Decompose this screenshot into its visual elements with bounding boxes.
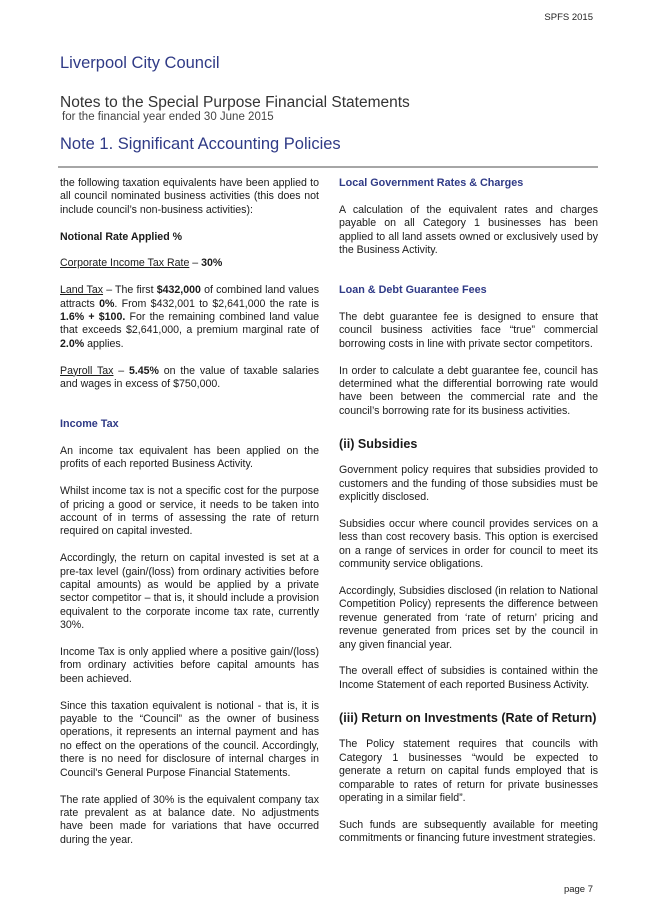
corporate-tax-label: Corporate Income Tax Rate [60, 257, 190, 270]
income-tax-paragraph-6: The rate applied of 30% is the equivalent company tax rate prevalent as at balance date. No adjustments have been made for variations that have occurred during the year. [60, 793, 319, 846]
subsidies-paragraph-1: Government policy requires that subsidies provided to customers and the funding of those subsidies must be explicitly disclosed. [339, 464, 598, 504]
corporate-tax-separator: – [189, 257, 202, 270]
land-tax-text-c: of combined land values attracts [60, 284, 319, 310]
page-title: Notes to the Special Purpose Financial Statements [60, 94, 410, 111]
return-on-investments-paragraph-2: Such funds are subsequently available for meeting commitments or financing future investment strategies. [339, 818, 598, 845]
subsidies-heading: (ii) Subsidies [339, 436, 418, 451]
land-tax-mid-rate: 1.6% + $100. [60, 311, 126, 324]
page-number: page 7 [563, 884, 593, 895]
council-name: Liverpool City Council [60, 54, 220, 72]
rates-charges-heading: Local Government Rates & Charges [339, 177, 524, 189]
payroll-tax-text: on the value of taxable salaries and wages in excess of $750,000. [60, 364, 320, 391]
document-reference: SPFS 2015 [544, 12, 593, 23]
income-tax-heading: Income Tax [60, 418, 119, 431]
note-heading: Note 1. Significant Accounting Policies [60, 135, 341, 153]
corporate-tax-rate: 30% [201, 257, 223, 270]
intro-paragraph: the following taxation equivalents have been applied to all council nominated business activities (this does not include council’s non-business activities): [60, 177, 319, 216]
spacer [339, 271, 598, 284]
loan-guarantee-paragraph-1: The debt guarantee fee is designed to ensure that council business activities face “true” commercial borrowing costs in line with private sector competitors. [339, 311, 598, 350]
header-divider [58, 166, 598, 168]
return-on-investments-paragraph-1: The Policy statement requires that councils with Category 1 businesses “would be expected to generate a return on capital funds employed that is comparable to rates of return for private businesses operating in a similar field”. [339, 738, 598, 805]
return-on-investments-heading: (iii) Return on Investments (Rate of Return) [339, 710, 597, 725]
income-tax-paragraph-4: Income Tax is only applied where a positive gain/(loss) from ordinary activities before capital amounts has been achieved. [60, 646, 319, 685]
land-tax-paragraph [60, 284, 319, 351]
land-tax-text-i: applies. [84, 337, 124, 350]
land-tax-label: Land Tax [60, 284, 104, 297]
loan-guarantee-heading: Loan & Debt Guarantee Fees [339, 284, 487, 297]
income-tax-paragraph-1: An income tax equivalent has been applied on the profits of each reported Business Activity. [60, 445, 319, 471]
spacer [60, 405, 319, 418]
land-tax-premium-rate: 2.0% [60, 337, 85, 350]
land-tax-text-a: – The first [103, 284, 157, 297]
rates-charges-paragraph: A calculation of the equivalent rates and charges payable on all Category 1 businesses has been applied to all land assets owned or exclusively used by the Business Activity. [339, 203, 598, 257]
subsidies-paragraph-4: The overall effect of subsidies is contained within the Income Statement of each reported Business Activity. [339, 665, 598, 691]
payroll-tax-rate: 5.45% [128, 364, 159, 377]
subsidies-paragraph-3: Accordingly, Subsidies disclosed (in relation to National Competition Policy) represents the difference between revenue generated from ‘rate of return’ pricing and revenue generated from prices set by the council in any given financial year. [339, 585, 598, 651]
income-tax-paragraph-5: Since this taxation equivalent is notional - that is, it is payable to the “Council” as the owner of business operations, it represents an internal payment and has no effect on the operations of the council. Accordingly, there is no need for disclosure of internal charges in Council's General Purpose Financial Statements. [60, 699, 319, 779]
land-tax-text-g: For the remaining combined land value that exceeds $2,641,000, a premium marginal rate of [60, 311, 319, 337]
payroll-tax-paragraph [60, 365, 319, 392]
payroll-tax-label: Payroll Tax [60, 364, 114, 377]
land-tax-text-e: . From $432,001 to $2,641,000 the rate is [114, 297, 319, 310]
subsidies-paragraph-2: Subsidies occur where council provides services on a less than cost recovery basis. This option is exercised on a range of services in order for council to meet its community service obligations. [339, 518, 598, 571]
land-tax-threshold: $432,000 [156, 284, 201, 297]
income-tax-paragraph-2: Whilst income tax is not a specific cost for the purpose of pricing a good or service, it needs to be taken into account of in terms of assessing the rate of return required on capital invested. [60, 485, 319, 538]
left-column [60, 177, 319, 861]
page-subtitle: for the financial year ended 30 June 2015 [62, 111, 274, 123]
loan-guarantee-paragraph-2: In order to calculate a debt guarantee fee, council has determined what the differential borrowing rate would have been between the commercial rate and the council’s borrowing rate for its business activities. [339, 364, 598, 417]
land-tax-zero-rate: 0% [99, 297, 115, 310]
right-column [339, 177, 598, 859]
corporate-tax-line [60, 257, 319, 270]
payroll-tax-sep: – [113, 364, 129, 377]
income-tax-paragraph-3: Accordingly, the return on capital invested is set at a pre-tax level (gain/(loss) from ordinary activities before capital amounts) as would be applied by a private sector competitor – that is, it should include a provision equivalent to the corporate income tax rate, currently 30%. [60, 552, 319, 632]
notional-rate-heading: Notional Rate Applied % [60, 230, 183, 243]
